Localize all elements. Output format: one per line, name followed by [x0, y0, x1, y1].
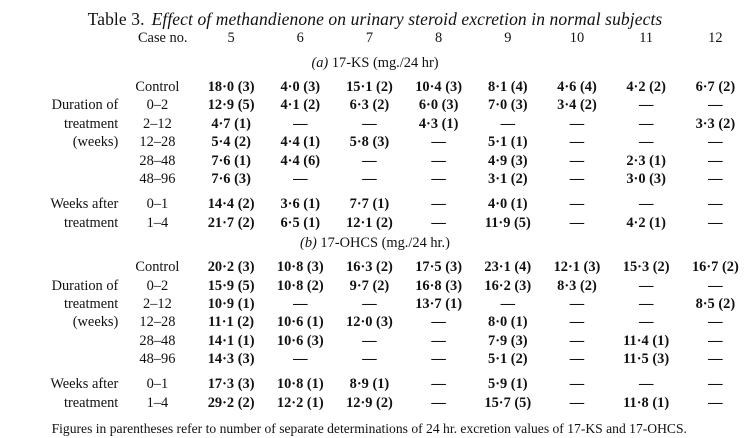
data-cell: 3·4 (2): [557, 97, 597, 114]
cell-no-data: —: [431, 332, 446, 349]
case-header-11: 11: [639, 30, 654, 46]
table-footnote: [0, 420, 750, 438]
data-cell: 10·8 (3): [276, 259, 324, 276]
data-cell: 11·1 (2): [208, 314, 255, 331]
cell-no-data: —: [708, 351, 723, 368]
cell-no-data: —: [638, 97, 654, 114]
table-row: [0, 215, 750, 233]
cell-no-data: —: [362, 152, 377, 169]
data-cell: 12·1 (2): [346, 214, 393, 231]
cell-no-data: —: [362, 170, 377, 187]
cell-no-data: —: [708, 214, 723, 231]
case-no-label: Case no.: [137, 30, 188, 46]
cell-no-data: —: [293, 115, 308, 132]
data-cell: 7·6 (3): [211, 170, 251, 187]
cell-no-data: —: [500, 295, 515, 312]
data-cell: 16·2 (3): [484, 277, 532, 294]
row-period-label: 12–28: [139, 134, 176, 151]
row-group-spacer-cell: [0, 189, 750, 196]
data-cell: 4·0 (3): [280, 79, 321, 95]
row-group-label: [0, 79, 118, 97]
data-cell: 15·9 (5): [207, 277, 255, 294]
data-cell: 4·4 (6): [280, 152, 321, 169]
data-cell: 4·1 (2): [280, 97, 321, 114]
row-group-label: Duration of: [51, 97, 119, 114]
cell-no-data: —: [638, 277, 654, 294]
cell-no-data: —: [708, 314, 723, 331]
data-cell: 14·4 (2): [207, 196, 255, 213]
row-group-label: treatment: [63, 214, 119, 231]
row-group-label: [0, 259, 118, 277]
table-body: [0, 30, 750, 413]
cell-no-data: —: [293, 351, 308, 368]
cell-no-data: —: [569, 115, 585, 132]
row-period-label: 48–96: [139, 351, 176, 368]
cell-no-data: —: [431, 134, 446, 151]
data-cell: 6·3 (2): [349, 97, 390, 114]
cell-no-data: —: [362, 351, 377, 368]
section-heading-cell: [0, 53, 750, 79]
data-cell: 8·3 (2): [557, 277, 597, 294]
row-period-label: 0–1: [146, 376, 169, 393]
data-cell: 12·2 (1): [276, 394, 324, 411]
row-period-label: 12–28: [139, 314, 176, 331]
data-cell: 8·5 (2): [695, 295, 736, 312]
cell-no-data: —: [569, 332, 585, 349]
data-cell: 12·1 (3): [553, 259, 601, 276]
cell-no-data: —: [569, 295, 585, 312]
table-row: [0, 134, 750, 152]
data-cell: 14·1 (1): [207, 332, 255, 349]
section-heading-row: [0, 233, 750, 259]
table-number: Table 3.: [87, 9, 145, 29]
data-cell: 13·7 (1): [415, 295, 462, 312]
data-cell: 6·7 (2): [695, 79, 736, 95]
row-period-label: Control: [135, 259, 180, 276]
data-cell: 21·7 (2): [207, 214, 255, 231]
data-cell: 10·8 (2): [276, 277, 324, 294]
cell-no-data: —: [362, 295, 377, 312]
table-row: [0, 97, 750, 115]
case-header-8: 8: [435, 30, 443, 46]
data-cell: 3·6 (1): [280, 196, 321, 213]
row-group-spacer: [0, 189, 750, 196]
footnote-line-2: and 17-OHCS.: [606, 421, 687, 437]
cell-no-data: —: [708, 332, 723, 349]
cell-no-data: —: [708, 394, 723, 411]
data-cell: 11·9 (5): [484, 214, 531, 231]
data-cell: 4·7 (1): [211, 115, 251, 132]
data-cell: 8·0 (1): [488, 314, 528, 331]
section-letter: (b): [300, 235, 317, 252]
table-header-row: [0, 30, 750, 53]
table-row: [0, 79, 750, 97]
row-group-label: [0, 171, 118, 189]
cell-no-data: —: [431, 152, 446, 169]
data-cell: 4·4 (1): [280, 134, 321, 151]
data-cell: 7·7 (1): [349, 196, 390, 213]
cell-no-data: —: [708, 376, 723, 393]
cell-no-data: —: [708, 277, 723, 294]
data-cell: 15·1 (2): [346, 79, 393, 95]
cell-no-data: —: [431, 170, 446, 187]
data-cell: 9·7 (2): [349, 277, 390, 294]
footnote-line-1: Figures in parentheses refer to number of separate determinations of 24 hr. excretion values of 17-KS: [51, 421, 603, 437]
cell-no-data: —: [569, 196, 585, 213]
case-header-5: 5: [227, 30, 235, 46]
data-cell: 14·3 (3): [207, 351, 255, 368]
cell-no-data: —: [569, 170, 585, 187]
table-row: [0, 376, 750, 394]
row-period-label: Control: [135, 79, 180, 95]
table-row: [0, 259, 750, 277]
row-period-label: 48–96: [139, 170, 176, 187]
cell-no-data: —: [708, 97, 723, 114]
cell-no-data: —: [569, 394, 585, 411]
cell-no-data: —: [569, 134, 585, 151]
case-header-9: 9: [504, 30, 512, 46]
data-cell: 5·1 (2): [488, 351, 528, 368]
row-period-label: 0–2: [146, 277, 169, 294]
data-cell: 3·3 (2): [695, 115, 736, 132]
data-cell: 16·7 (2): [691, 259, 739, 276]
data-cell: 4·2 (1): [626, 214, 666, 231]
data-cell: 10·9 (1): [207, 295, 255, 312]
case-header-10: 10: [569, 30, 585, 46]
data-cell: 6·0 (3): [418, 97, 459, 114]
data-cell: 4·9 (3): [488, 152, 528, 169]
cell-no-data: —: [431, 351, 446, 368]
table-row: [0, 116, 750, 134]
data-cell: 12·9 (5): [207, 97, 255, 114]
data-cell: 3·1 (2): [488, 170, 528, 187]
data-cell: 5·9 (1): [488, 376, 528, 393]
data-cell: 11·8 (1): [623, 394, 670, 411]
row-period-label: 2–12: [143, 115, 172, 132]
row-group-label: treatment: [63, 394, 119, 411]
row-group-label: Weeks after: [50, 376, 119, 393]
data-cell: 6·5 (1): [280, 214, 321, 231]
data-cell: 15·3 (2): [622, 259, 670, 276]
row-period-label: 0–1: [146, 196, 169, 213]
data-cell: 17·5 (3): [415, 259, 462, 276]
table-row: [0, 278, 750, 296]
data-cell: 29·2 (2): [207, 394, 255, 411]
table-row: [0, 153, 750, 171]
data-cell: 20·2 (3): [207, 259, 255, 276]
section-heading-cell: [0, 233, 750, 259]
row-period-label: 28–48: [139, 152, 176, 169]
data-cell: 5·1 (1): [488, 134, 528, 151]
table-row: [0, 395, 750, 413]
cell-no-data: —: [708, 134, 723, 151]
cell-no-data: —: [708, 170, 723, 187]
row-group-label: Duration of: [51, 277, 119, 294]
data-cell: 7·0 (3): [488, 97, 528, 114]
case-header-7: 7: [365, 30, 374, 46]
data-cell: 15·7 (5): [484, 394, 532, 411]
row-period-label: 28–48: [139, 332, 176, 349]
row-group-label: treatment: [63, 295, 119, 312]
data-cell: 12·0 (3): [346, 314, 393, 331]
steroid-excretion-table: [0, 30, 750, 413]
case-header-6: 6: [296, 30, 304, 46]
data-cell: 4·3 (1): [418, 115, 459, 132]
cell-no-data: —: [638, 376, 654, 393]
row-group-label: treatment: [63, 115, 119, 132]
table-row: [0, 314, 750, 332]
row-group-label: [0, 333, 118, 351]
cell-no-data: —: [500, 115, 515, 132]
data-cell: 4·6 (4): [557, 79, 597, 95]
row-group-label: Weeks after: [50, 196, 119, 213]
data-cell: 5·4 (2): [211, 134, 251, 151]
cell-no-data: —: [569, 376, 585, 393]
cell-no-data: —: [569, 214, 585, 231]
cell-no-data: —: [431, 376, 446, 393]
row-group-spacer: [0, 369, 750, 376]
cell-no-data: —: [362, 332, 377, 349]
cell-no-data: —: [293, 295, 308, 312]
section-heading-text: 17-KS (mg./24 hr): [328, 55, 439, 71]
table-row: [0, 296, 750, 314]
cell-no-data: —: [431, 196, 446, 213]
data-cell: 18·0 (3): [207, 79, 255, 95]
cell-no-data: —: [638, 196, 654, 213]
cell-no-data: —: [431, 214, 446, 231]
table-row: [0, 196, 750, 214]
cell-no-data: —: [638, 115, 654, 132]
data-cell: 7·6 (1): [211, 152, 251, 169]
data-cell: 11·5 (3): [623, 351, 670, 368]
table-title: [0, 0, 750, 30]
data-cell: 11·4 (1): [623, 332, 670, 349]
cell-no-data: —: [293, 170, 308, 187]
cell-no-data: —: [708, 152, 723, 169]
data-cell: 16·8 (3): [415, 277, 462, 294]
data-cell: 2·3 (1): [626, 152, 666, 169]
cell-no-data: —: [708, 196, 723, 213]
cell-no-data: —: [431, 314, 446, 331]
data-cell: 10·4 (3): [415, 79, 462, 95]
data-cell: 10·6 (3): [276, 332, 324, 349]
row-period-label: 1–4: [146, 214, 169, 231]
data-cell: 12·9 (2): [346, 394, 393, 411]
case-header-12: 12: [708, 30, 723, 46]
data-cell: 17·3 (3): [207, 376, 255, 393]
cell-no-data: —: [638, 295, 654, 312]
cell-no-data: —: [431, 394, 446, 411]
data-cell: 7·9 (3): [488, 332, 528, 349]
data-cell: 8·1 (4): [488, 79, 528, 95]
cell-no-data: —: [569, 351, 585, 368]
cell-no-data: —: [362, 115, 377, 132]
table-title-text: Effect of methandienone on urinary steroid excretion in normal subjects: [151, 9, 663, 29]
row-group-label: (weeks): [72, 314, 119, 331]
data-cell: 8·9 (1): [349, 376, 390, 393]
row-group-label: [0, 153, 118, 171]
cell-no-data: —: [569, 314, 585, 331]
row-group-spacer-cell: [0, 369, 750, 376]
cell-no-data: —: [569, 152, 585, 169]
data-cell: 10·6 (1): [276, 314, 324, 331]
data-cell: 16·3 (2): [346, 259, 393, 276]
data-cell: 5·8 (3): [349, 134, 390, 151]
data-cell: 4·2 (2): [626, 79, 666, 95]
table-row: [0, 351, 750, 369]
section-heading-text: 17-OHCS (mg./24 hr.): [316, 235, 450, 252]
section-heading-row: [0, 53, 750, 79]
data-cell: 3·0 (3): [626, 170, 666, 187]
row-period-label: 1–4: [146, 394, 169, 411]
section-letter: (a): [311, 55, 329, 71]
row-group-label: (weeks): [72, 134, 119, 151]
cell-no-data: —: [638, 134, 654, 151]
row-period-label: 0–2: [146, 97, 169, 114]
row-group-label: [0, 351, 118, 369]
table-row: [0, 171, 750, 189]
row-period-label: 2–12: [143, 295, 172, 312]
data-cell: 4·0 (1): [488, 196, 528, 213]
cell-no-data: —: [638, 314, 654, 331]
data-cell: 10·8 (1): [276, 376, 324, 393]
data-cell: 23·1 (4): [484, 259, 532, 276]
table-row: [0, 333, 750, 351]
